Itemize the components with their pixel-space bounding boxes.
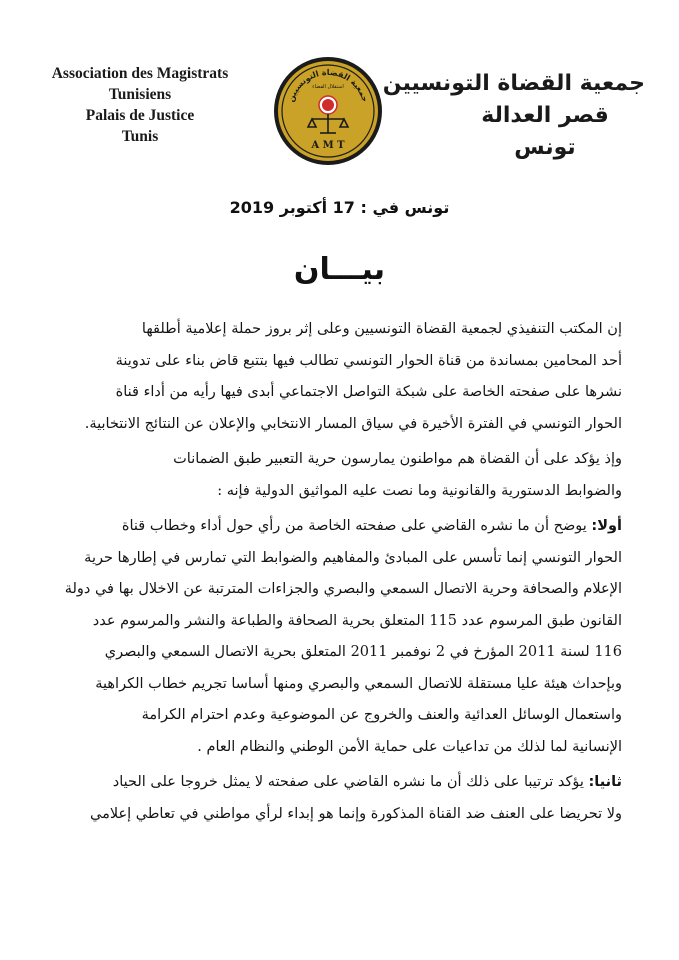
paragraph-4-line-1-text: يؤكد ترتيبا على ذلك أن ما نشره القاضي على صفحته لا يمثل خروجا على الحياد bbox=[112, 774, 589, 790]
paragraph-2-line-1: وإذ يؤكد على أن القضاة هم مواطنون يمارسون حرية التعبير طبق الضمانات bbox=[173, 451, 622, 467]
amt-logo-seal bbox=[272, 55, 384, 167]
paragraph-3-line-1-text: يوضح أن ما نشره القاضي على صفحته الخاصة من رأي حول أداء وخطاب قناة bbox=[121, 518, 592, 534]
paragraph-1-line-2: أحد المحامين بمساندة من قناة الحوار التونسي تطالب فيها بتتبع قاض بناء على تدوينة bbox=[115, 352, 622, 369]
paragraph-3-line-2: الحوار التونسي إنما تأسس على المبادئ والمفاهيم والضوابط التي تمارس في إطارها حرية bbox=[84, 549, 622, 566]
paragraph-3-line-4: القانون طبق المرسوم عدد 115 المتعلق بحرية الصحافة والطباعة والنشر والمرسوم عدد bbox=[92, 612, 622, 629]
paragraph-4-line-1 bbox=[62, 767, 622, 799]
logo-arabic-text: جمعية القضاة التونسيين bbox=[286, 67, 370, 103]
org-name-arabic: جمعية القضاة التونسيين bbox=[382, 71, 645, 96]
org-name-french-line-2: Tunisiens bbox=[108, 86, 172, 103]
paragraph-1-line-3: نشرها على صفحته الخاصة على شبكة التواصل الاجتماعي أبدى فيها رأيه من أداء قناة bbox=[115, 384, 622, 400]
paragraph-4-line-2: ولا تحريضا على العنف ضد القناة المذكورة وإنما هو إبداء لرأي مواطني في تعاطي إعلامي bbox=[89, 805, 622, 822]
paragraph-1-line-4: الحوار التونسي في الفترة الأخيرة في سياق المسار الانتخابي والإعلان عن النتائج الانتخابية. bbox=[84, 415, 622, 432]
header-left-block bbox=[34, 63, 246, 147]
address-arabic-line-1: قصر العدالة bbox=[481, 103, 609, 128]
paragraph-1-line-1: إن المكتب التنفيذي لجمعية القضاة التونسيين وعلى إثر بروز حملة إعلامية أطلقها bbox=[141, 321, 622, 337]
statement-title: بيـــان bbox=[293, 252, 386, 287]
paragraph-3-line-8: الإنسانية لما لذلك من تداعيات على حماية الأمن الوطني والنظام العام . bbox=[197, 738, 622, 755]
statement-body bbox=[62, 314, 622, 830]
address-french-line-1: Palais de Justice bbox=[85, 107, 195, 124]
paragraph-3-line-6: وبإحداث هيئة عليا مستقلة للاتصال السمعي والبصري ومنها أساسا تجريم خطاب الكراهية bbox=[95, 675, 622, 692]
header-right-block bbox=[382, 68, 645, 164]
paragraph-3-lead: أولا: bbox=[591, 518, 622, 534]
paragraph-3-line-5: 116 لسنة 2011 المؤرخ في 2 نوفمبر 2011 المتعلق بحرية الاتصال السمعي والبصري bbox=[104, 644, 622, 660]
org-name-french-line-1: Association des Magistrats bbox=[51, 65, 229, 82]
date-line: تونس في : 17 أكتوبر 2019 bbox=[229, 198, 450, 217]
address-arabic-line-2: تونس bbox=[514, 135, 576, 160]
logo-acronym: A M T bbox=[311, 140, 345, 151]
paragraph-3-line-7: واستعمال الوسائل العدائية والعنف والخروج عن الموضوعية وعدم احترام الكرامة bbox=[141, 707, 622, 723]
address-french-line-2: Tunis bbox=[121, 128, 159, 145]
paragraph-4-lead: ثانيا: bbox=[588, 774, 622, 790]
paragraph-2-line-2: والضوابط الدستورية والقانونية وما نصت عليه المواثيق الدولية فإنه : bbox=[217, 482, 622, 499]
logo-arabic-sub: استقلال القضاء bbox=[312, 84, 344, 90]
paragraph-3-line-1 bbox=[62, 511, 622, 543]
paragraph-3-line-3: الإعلام والصحافة وحرية الاتصال السمعي والبصري والجزاءات المترتبة عن الاخلال بها في دولة bbox=[64, 581, 622, 597]
